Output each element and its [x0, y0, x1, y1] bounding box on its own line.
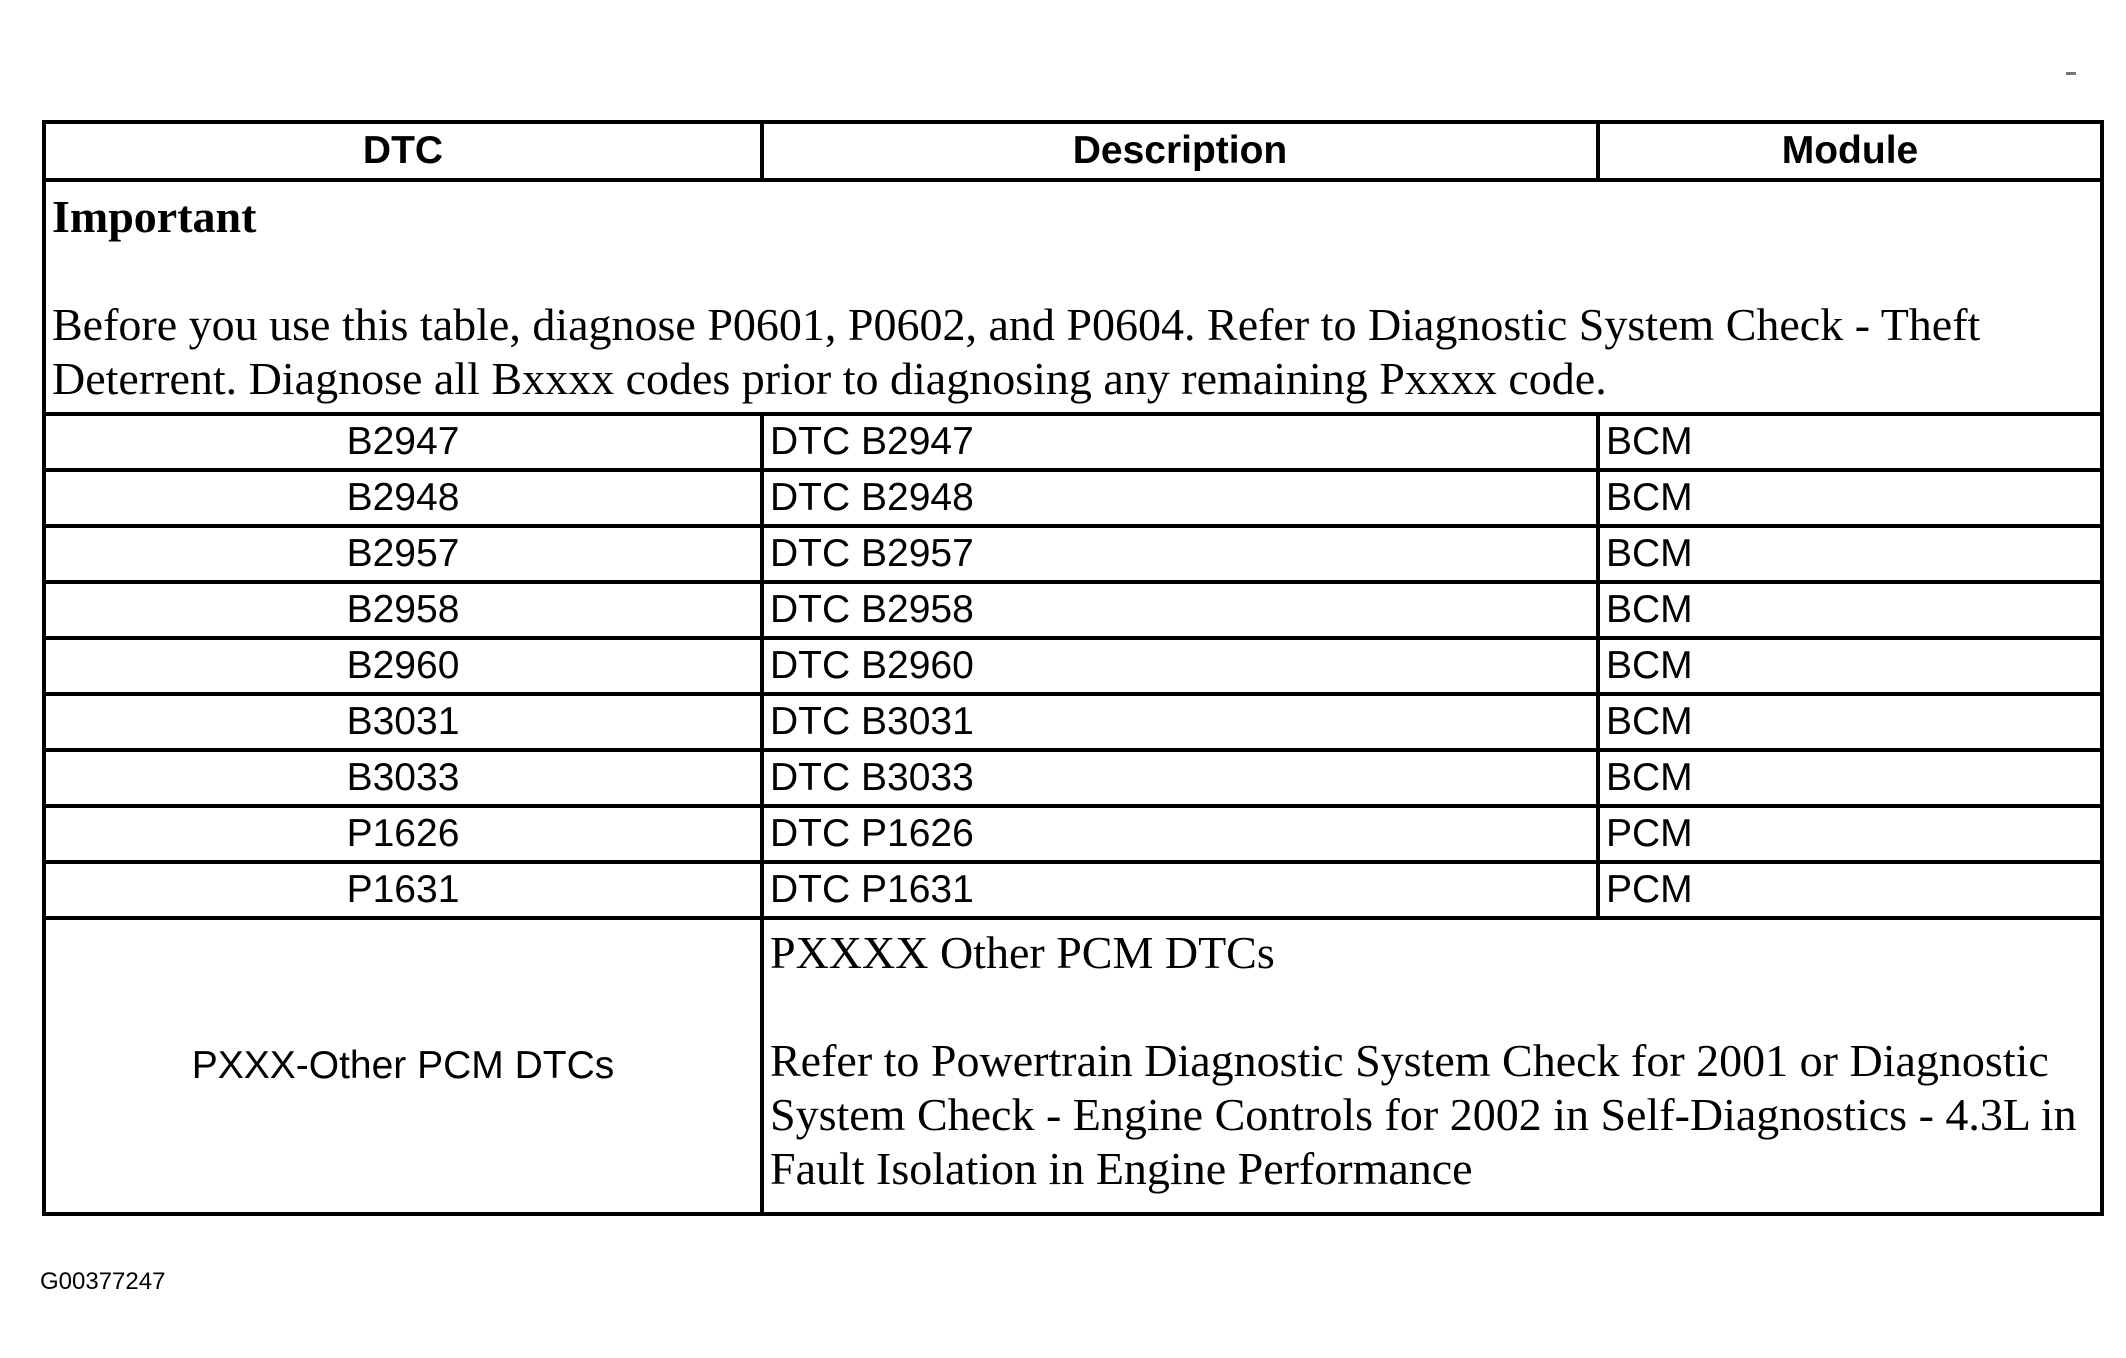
- important-note: [44, 180, 2102, 414]
- table-row: [44, 414, 2102, 470]
- dtc-code-cell: B2958: [44, 582, 762, 638]
- dtc-description-cell: DTC B2947: [762, 414, 1598, 470]
- dtc-description-cell: DTC B3033: [762, 750, 1598, 806]
- dtc-code-cell: B2957: [44, 526, 762, 582]
- important-text: Before you use this table, diagnose P0601, P0602, and P0604. Refer to Diagnostic System Check - Theft Deterrent. Diagnose all Bxxxx codes prior to diagnosing any remaining Pxxxx code.: [52, 299, 1981, 404]
- header-row: [44, 122, 2102, 180]
- dtc-module-cell: BCM: [1598, 526, 2102, 582]
- scan-mark: [2066, 72, 2076, 75]
- dtc-module-cell: BCM: [1598, 414, 2102, 470]
- important-title: Important: [52, 191, 257, 242]
- dtc-module-cell: PCM: [1598, 862, 2102, 918]
- table-row: [44, 526, 2102, 582]
- dtc-code-cell: B3031: [44, 694, 762, 750]
- dtc-module-cell: BCM: [1598, 470, 2102, 526]
- table-row: [44, 470, 2102, 526]
- table-row: [44, 638, 2102, 694]
- dtc-description-cell: DTC P1631: [762, 862, 1598, 918]
- other-dtcs-code: PXXX-Other PCM DTCs: [44, 918, 762, 1214]
- important-row: [44, 180, 2102, 414]
- dtc-code-cell: P1631: [44, 862, 762, 918]
- dtc-module-cell: BCM: [1598, 694, 2102, 750]
- table-row: [44, 806, 2102, 862]
- dtc-description-cell: DTC B2960: [762, 638, 1598, 694]
- dtc-description-cell: DTC B2957: [762, 526, 1598, 582]
- header-description: Description: [762, 122, 1598, 180]
- table-row: [44, 862, 2102, 918]
- dtc-module-cell: BCM: [1598, 582, 2102, 638]
- dtc-code-cell: B3033: [44, 750, 762, 806]
- figure-id: G00377247: [40, 1268, 166, 1295]
- dtc-description-cell: DTC B2958: [762, 582, 1598, 638]
- other-dtcs-title: PXXXX Other PCM DTCs: [770, 927, 1275, 978]
- header-module: Module: [1598, 122, 2102, 180]
- dtc-description-cell: DTC B3031: [762, 694, 1598, 750]
- dtc-code-cell: P1626: [44, 806, 762, 862]
- table-row: [44, 694, 2102, 750]
- dtc-module-cell: BCM: [1598, 750, 2102, 806]
- dtc-table: [42, 120, 2104, 1216]
- other-dtcs-row: [44, 918, 2102, 1214]
- dtc-description-cell: DTC B2948: [762, 470, 1598, 526]
- dtc-description-cell: DTC P1626: [762, 806, 1598, 862]
- table-row: [44, 750, 2102, 806]
- other-dtcs-text: Refer to Powertrain Diagnostic System Check for 2001 or Diagnostic System Check - Engine Controls for 2002 in Self-Diagnostics - 4.3L in Fault Isolation in Engine Performance: [770, 1035, 2077, 1194]
- dtc-module-cell: PCM: [1598, 806, 2102, 862]
- dtc-code-cell: B2960: [44, 638, 762, 694]
- other-dtcs-description: [762, 918, 2102, 1214]
- dtc-code-cell: B2947: [44, 414, 762, 470]
- dtc-module-cell: BCM: [1598, 638, 2102, 694]
- table-row: [44, 582, 2102, 638]
- dtc-code-cell: B2948: [44, 470, 762, 526]
- header-dtc: DTC: [44, 122, 762, 180]
